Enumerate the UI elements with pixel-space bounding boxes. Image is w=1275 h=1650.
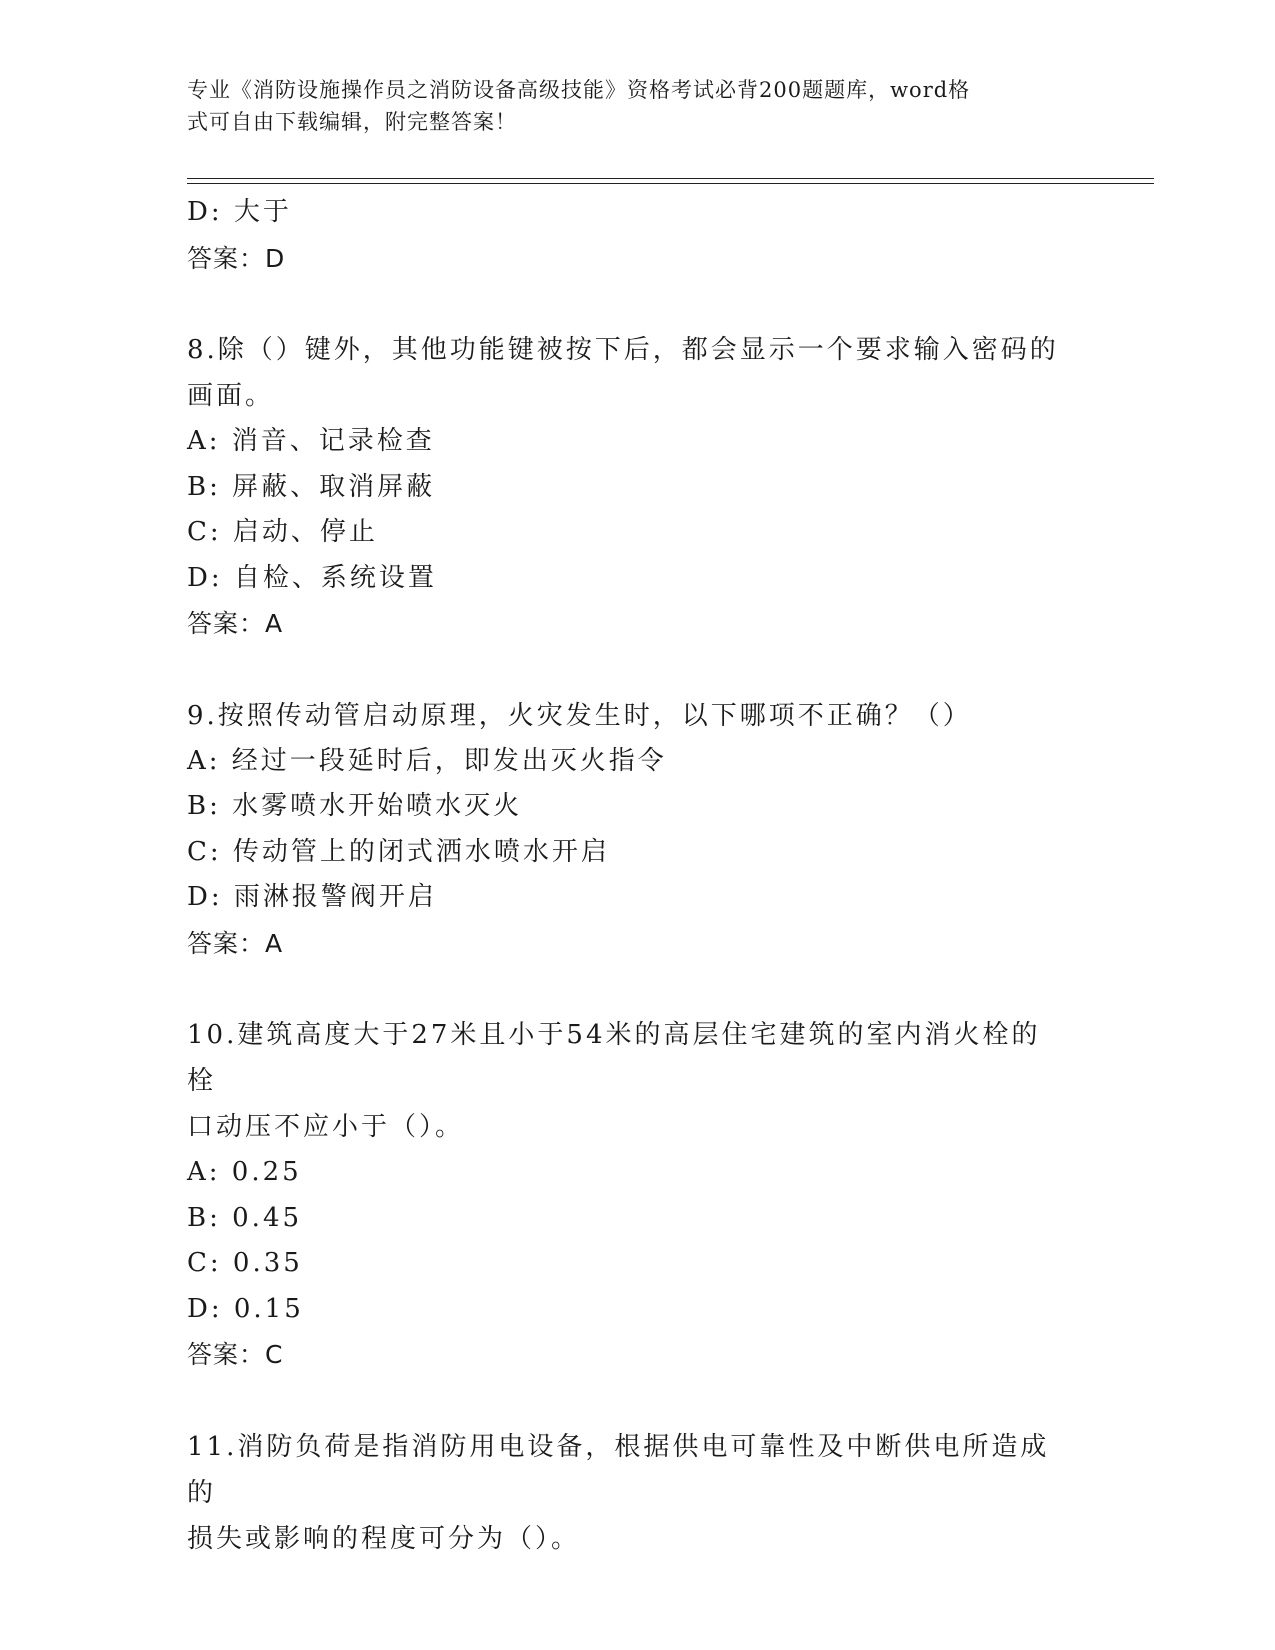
header-line-1: 专业《消防设施操作员之消防设备高级技能》资格考试必背200题题库，word格 (187, 78, 971, 102)
question-stem-line-1: 9.按照传动管启动原理，火灾发生时，以下哪项不正确？（） (187, 700, 972, 731)
header-line-2: 式可自由下载编辑，附完整答案！ (187, 110, 517, 134)
question-stem-line-2: 口动压不应小于（）。 (187, 1112, 465, 1142)
question-stem-line-1: 10.建筑高度大于27米且小于54米的高层住宅建筑的室内消火栓的栓 (187, 1020, 1041, 1096)
answer-line: 答案：C (187, 1340, 284, 1369)
option-b: B: 0.45 (187, 1202, 303, 1233)
option-d: D: 自检、系统设置 (187, 562, 437, 593)
question-stem (187, 1424, 1067, 1562)
question-stem-line-1: 11.消防负荷是指消防用电设备，根据供电可靠性及中断供电所造成的 (187, 1431, 1050, 1508)
question-8 (187, 327, 1087, 647)
question-9 (187, 693, 1087, 967)
option-d: D: 0.15 (187, 1293, 304, 1324)
option-b: B: 水雾喷水开始喷水灭火 (187, 791, 523, 821)
answer-line: 答案：A (187, 928, 284, 958)
question-stem-line-1: 8.除（）键外，其他功能键被按下后，都会显示一个要求输入密码的 (187, 335, 1059, 365)
question-stem (187, 327, 1067, 419)
question-stem (187, 693, 1067, 739)
option-d: D: 大于 (187, 197, 292, 227)
answer-line: 答案：A (187, 609, 284, 638)
document-header (187, 74, 1067, 138)
question-10 (187, 1012, 1087, 1378)
option-a: A: 0.25 (187, 1157, 302, 1187)
header-divider-top (187, 178, 1154, 179)
question-content (187, 190, 1087, 1562)
option-d: D: 雨淋报警阀开启 (187, 882, 437, 912)
question-stem (187, 1012, 1067, 1150)
question-11 (187, 1424, 1087, 1562)
option-c: C: 传动管上的闭式洒水喷水开启 (187, 836, 610, 867)
option-b: B: 屏蔽、取消屏蔽 (187, 471, 436, 502)
option-c: C: 启动、停止 (187, 517, 378, 547)
answer-line: 答案：D (187, 243, 286, 273)
option-a: A: 经过一段延时后，即发出灭火指令 (187, 745, 667, 776)
header-divider-bottom (187, 183, 1154, 184)
question-stem-line-2: 画面。 (187, 381, 275, 411)
option-c: C: 0.35 (187, 1248, 303, 1278)
question-7-tail (187, 190, 1087, 281)
question-stem-line-2: 损失或影响的程度可分为（）。 (187, 1523, 581, 1554)
option-a: A: 消音、记录检查 (187, 426, 435, 456)
